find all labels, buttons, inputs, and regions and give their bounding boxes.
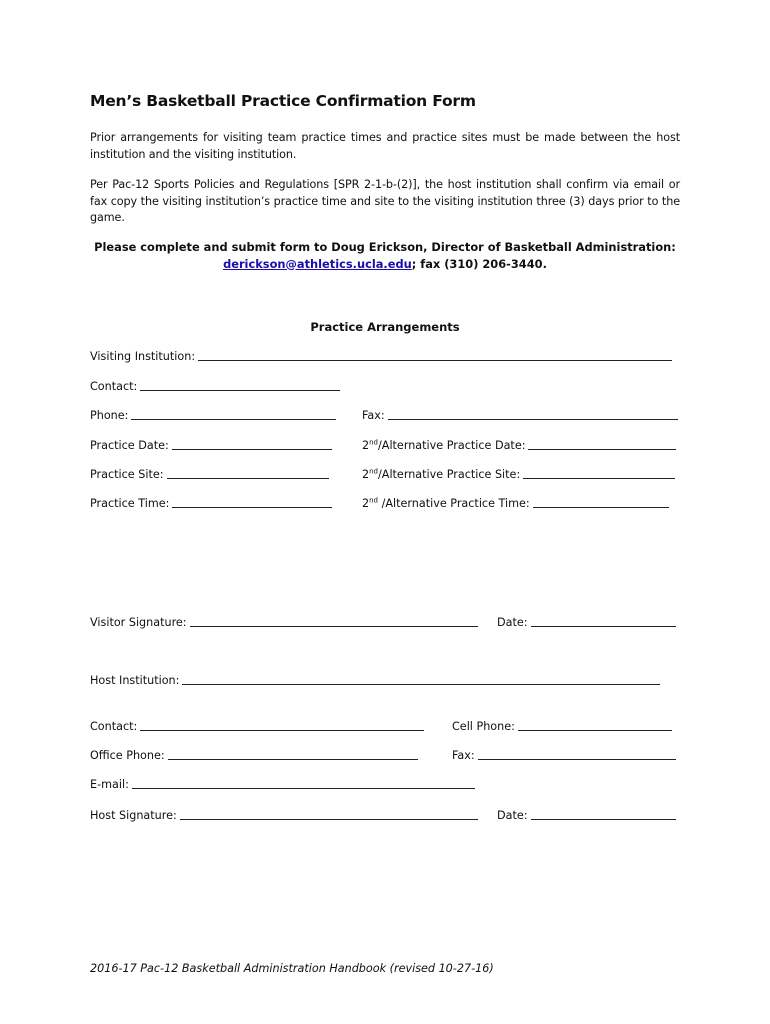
phone-label: Phone:: [90, 409, 129, 422]
visiting-institution-label: Visiting Institution:: [90, 350, 196, 363]
visitor-signature-label: Visitor Signature:: [90, 616, 187, 629]
contact-label: Contact:: [90, 380, 138, 393]
host-signature-line[interactable]: [180, 818, 478, 820]
host-contact-line[interactable]: [140, 729, 424, 731]
host-institution-label: Host Institution:: [90, 674, 180, 687]
alt-practice-date-ordinal: 2: [362, 439, 370, 452]
visitor-signature-line[interactable]: [190, 625, 478, 627]
host-contact-field[interactable]: [90, 720, 424, 733]
alt-practice-site-field[interactable]: [362, 468, 675, 481]
section-title: Practice Arrangements: [310, 320, 460, 334]
alt-practice-time-suffix: nd: [369, 496, 379, 505]
practice-site-field[interactable]: [90, 468, 329, 481]
practice-date-label: Practice Date:: [90, 439, 169, 452]
alt-practice-time-ordinal: 2: [362, 497, 370, 510]
practice-time-label: Practice Time:: [90, 497, 170, 510]
contact-field[interactable]: [90, 380, 340, 393]
alt-practice-date-line[interactable]: [528, 448, 676, 450]
host-date-line[interactable]: [531, 818, 676, 820]
fax-line[interactable]: [388, 418, 678, 420]
alt-practice-date-suffix: nd: [369, 438, 379, 447]
host-institution-line[interactable]: [182, 683, 660, 685]
alt-practice-site-text: /Alternative Practice Site:: [378, 468, 521, 481]
practice-date-field[interactable]: [90, 439, 332, 452]
email-link[interactable]: derickson@athletics.ucla.edu: [223, 256, 412, 271]
fax-field[interactable]: [362, 409, 678, 422]
alt-practice-date-label: [362, 439, 525, 452]
contact-line[interactable]: [140, 389, 340, 391]
email-field[interactable]: [90, 778, 475, 791]
instruction-text: Please complete and submit form to Doug Erickson, Director of Basketball Administration:: [94, 240, 676, 254]
cell-phone-label: Cell Phone:: [452, 720, 515, 733]
practice-site-label: Practice Site:: [90, 468, 164, 481]
policy-paragraph: Per Pac-12 Sports Policies and Regulations [SPR 2-1-b-(2)], the host institution shall confirm via email or fax copy the visiting institution’s practice time and site to the visiting institution three (3) days prior to the game.: [90, 178, 680, 224]
host-contact-label: Contact:: [90, 720, 138, 733]
cell-phone-line[interactable]: [518, 729, 672, 731]
practice-time-line[interactable]: [172, 506, 332, 508]
visiting-institution-line[interactable]: [198, 359, 672, 361]
office-phone-field[interactable]: [90, 749, 418, 762]
alt-practice-site-label: [362, 468, 520, 481]
email-label: E-mail:: [90, 778, 129, 791]
host-date-field[interactable]: [497, 809, 676, 822]
alt-practice-site-ordinal: 2: [362, 468, 370, 481]
practice-time-field[interactable]: [90, 497, 332, 510]
page-footer: 2016-17 Pac-12 Basketball Administration Handbook (revised 10-27-16): [90, 962, 494, 975]
cell-phone-field[interactable]: [452, 720, 672, 733]
host-signature-label: Host Signature:: [90, 809, 177, 822]
host-institution-field[interactable]: [90, 674, 660, 687]
alt-practice-time-line[interactable]: [533, 506, 669, 508]
host-fax-label: Fax:: [452, 749, 475, 762]
host-fax-field[interactable]: [452, 749, 676, 762]
visitor-date-line[interactable]: [531, 625, 676, 627]
visitor-date-field[interactable]: [497, 616, 676, 629]
alt-practice-time-field[interactable]: [362, 497, 669, 510]
alt-practice-time-label: [362, 497, 530, 510]
alt-practice-time-text: /Alternative Practice Time:: [378, 497, 530, 510]
intro-paragraph: Prior arrangements for visiting team practice times and practice sites must be made between the host institution and the visiting institution.: [90, 131, 680, 161]
host-fax-line[interactable]: [478, 758, 676, 760]
visiting-institution-field[interactable]: [90, 350, 672, 363]
instruction-fax-text: ; fax (310) 206-3440.: [411, 256, 547, 271]
office-phone-line[interactable]: [168, 758, 418, 760]
phone-field[interactable]: [90, 409, 336, 422]
alt-practice-date-text: /Alternative Practice Date:: [378, 439, 526, 452]
host-date-label: Date:: [497, 809, 528, 822]
host-signature-field[interactable]: [90, 809, 478, 822]
email-line[interactable]: [132, 787, 475, 789]
visitor-signature-field[interactable]: [90, 616, 478, 629]
visitor-date-label: Date:: [497, 616, 528, 629]
submit-instructions: [90, 239, 680, 272]
alt-practice-date-field[interactable]: [362, 439, 676, 452]
office-phone-label: Office Phone:: [90, 749, 165, 762]
fax-label: Fax:: [362, 409, 385, 422]
alt-practice-site-suffix: nd: [369, 467, 379, 476]
page-title: Men’s Basketball Practice Confirmation Form: [90, 92, 476, 110]
practice-site-line[interactable]: [167, 477, 329, 479]
practice-date-line[interactable]: [172, 448, 332, 450]
phone-line[interactable]: [131, 418, 336, 420]
alt-practice-site-line[interactable]: [523, 477, 675, 479]
